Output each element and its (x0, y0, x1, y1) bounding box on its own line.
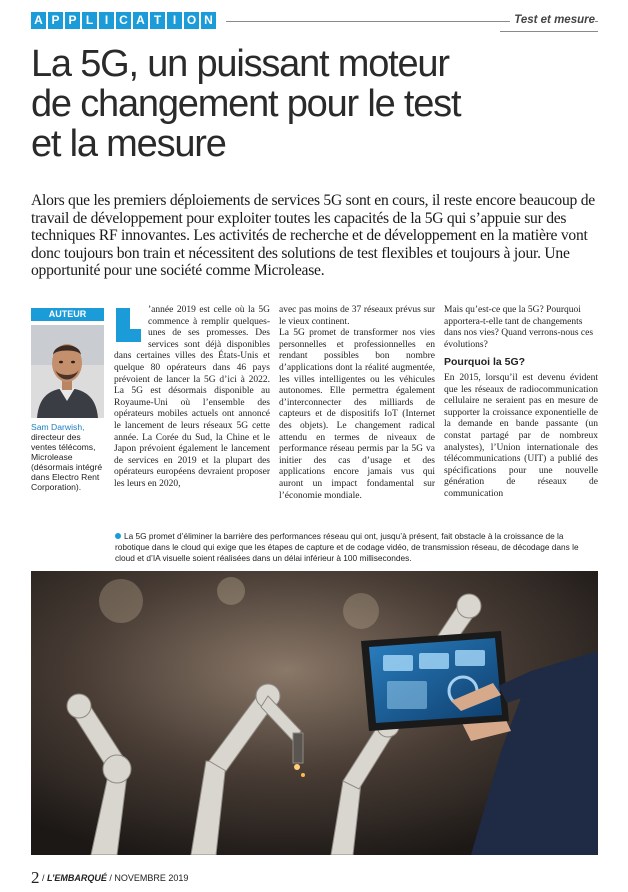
author-photo (31, 325, 104, 418)
headline-line: La 5G, un puissant moteur (31, 43, 449, 85)
section-letter: P (48, 12, 63, 29)
section-label (31, 12, 216, 29)
subheading: Pourquoi la 5G? (444, 356, 526, 369)
header-rule-lower (500, 31, 598, 32)
page-number: 2 (31, 868, 40, 887)
article-headline (31, 44, 591, 164)
footer-separator: / (39, 873, 48, 883)
page-footer (31, 868, 188, 888)
author-name: Sam Darwish, (31, 422, 85, 432)
magazine-name: L’EMBARQUÉ (47, 873, 107, 883)
author-description: directeur des ventes télécoms, Microlease (désormais intégré dans Electro Rent Corporation). (31, 432, 103, 492)
issue-date: NOVEMBRE 2019 (114, 873, 189, 883)
section-letter: O (184, 12, 199, 29)
caption-text: La 5G promet d’éliminer la barrière des performances réseau qui ont, jusqu’à présent, fait obstacle à la croissance de la robotique dans le cloud qui exige que les étapes de capture et de codage vidéo, de transmission réseau, de décodage dans le cloud et d’IA visuelle soient réalisées dans un délai inférieur à 100 millisecondes. (115, 531, 579, 563)
paragraph: ’année 2019 est celle où la 5G commence à remplir quelques-unes de ses promesses. Des services sont déjà disponibles dans certaines villes des États-Unis et quelque 80 opérateurs dans 46 pays prévoient de lancer la 5G d’ici à 2022. La 5G est désormais disponible au Royaume-Uni où l’ensemble des opérateurs mobiles actuels ont annoncé le lancement de leurs réseaux 5G cette année. La Corée du Sud, la Chine et le Japon prévoient également le lancement de services en 2019 et la plupart des opérateurs européens devraient proposer les leurs en 2020, (114, 305, 270, 489)
photo-caption (115, 531, 599, 563)
author-bio (31, 422, 104, 492)
paragraph: Mais qu’est-ce que la 5G? Pourquoi apportera-t-elle tant de changements dans nos vies? Quand verrons-nous ces évolutions? (444, 305, 594, 350)
headline-line: et la mesure (31, 123, 226, 165)
section-letter: I (167, 12, 182, 29)
headline-line: de changement pour le test (31, 83, 461, 125)
dropcap-icon (114, 307, 142, 343)
section-letter: N (201, 12, 216, 29)
section-letter: L (82, 12, 97, 29)
text-column-2 (279, 305, 435, 502)
footer-separator: / (106, 873, 115, 883)
section-letter: P (65, 12, 80, 29)
bullet-dot-icon (115, 533, 121, 539)
paragraph: En 2015, lorsqu’il est devenu évident que les réseaux de radiocommunication cellulaire ne seraient pas en mesure de supporter la croissance exponentielle de la demande en bande passante (un constat partagé par de nombreux analystes), l’Union internationale des télécommunications (UIT) a publié des spécifications pour une nouvelle génération de réseaux de communication (444, 372, 598, 499)
author-box (31, 308, 104, 492)
text-column-3 (444, 305, 598, 501)
article-photo (31, 571, 598, 855)
robotics-tablet-image (31, 571, 598, 855)
paragraph: La 5G promet de transformer nos vies personnelles et professionnelles en rendant possibles bon nombre d’applications dont la réalité augmentée, les villes intelligentes ou les véhicules autonomes. Elle permettra également d’interconnecter des milliards de capteurs et de dispositifs IoT (Internet des objets). Le changement radical attendu en termes de niveaux de performance réseau permis par la 5G va initier des cas d’usage et des applications encore jamais vus qui auront un impact fondamental sur l’économie mondiale. (279, 328, 435, 501)
section-letter: C (116, 12, 131, 29)
author-portrait-image (31, 325, 104, 418)
rubric-label: Test et mesure (510, 14, 595, 26)
section-header (0, 10, 628, 34)
section-letter: A (133, 12, 148, 29)
author-tag: AUTEUR (31, 308, 104, 321)
text-column-1 (114, 305, 270, 491)
section-letter: T (150, 12, 165, 29)
section-letter: A (31, 12, 46, 29)
paragraph: avec pas moins de 37 réseaux prévus sur le vieux continent. (279, 305, 435, 327)
article-lead: Alors que les premiers déploiements de services 5G sont en cours, il reste encore beaucoup de travail de développement pour exploiter toutes les capacités de la 5G qui s’appuie sur des techniques RF innovantes. Les activités de recherche et de développement en la matière vont donc toujours bon train et nécessitent des solutions de test flexibles et toujours à jour. Une opportunité pour une société comme Microlease. (31, 192, 595, 280)
section-letter: I (99, 12, 114, 29)
